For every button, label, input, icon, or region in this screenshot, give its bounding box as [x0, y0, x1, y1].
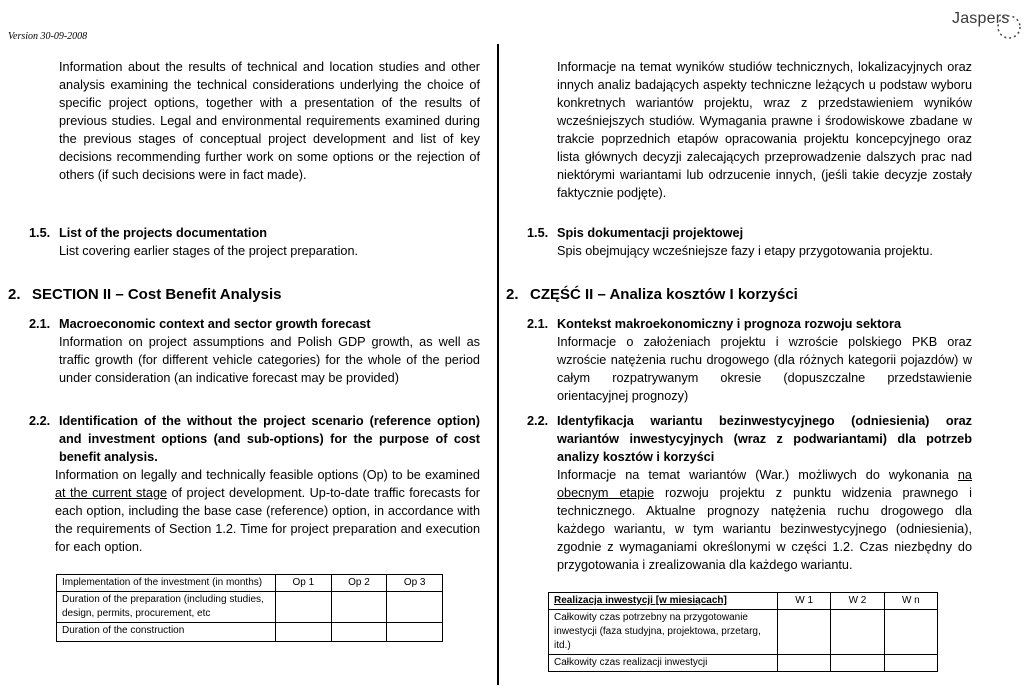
- table-cell: Duration of the preparation (including studies, design, permits, procurement, etc: [57, 592, 276, 623]
- stars-icon: [996, 12, 1022, 42]
- en-s22-text: [55, 466, 480, 556]
- pl-s22-title-block: [557, 412, 972, 466]
- column-divider: [497, 44, 499, 685]
- en-s21-title: Macroeconomic context and sector growth forecast: [59, 317, 371, 331]
- table-row: [57, 623, 443, 642]
- table-row: [549, 610, 938, 655]
- en-s21-text: Information on project assumptions and Polish GDP growth, as well as traffic growth (for different vehicle categories) for the whole of the period under consideration (an indicative forecast may be provided): [59, 335, 480, 385]
- en-s22-title-block: [59, 412, 480, 466]
- table-cell: Całkowity czas realizacji inwestycji: [549, 655, 778, 672]
- pl-duration-table: [548, 592, 938, 672]
- pl-s15-number: 1.5.: [527, 226, 549, 240]
- table-cell: [884, 610, 937, 655]
- pl-s22-title: Identyfikacja wariantu bezinwestycyjnego (odniesienia) oraz wariantów inwestycyjnych (wraz z podwariantami) dla potrzeb analizy kosztów i korzyści: [557, 414, 972, 464]
- table-cell: Duration of the construction: [57, 623, 276, 642]
- en-s22-text-b: of project development. Up-to-date traffic forecasts for each option, including the base case (reference) option, in accordance with the requirements of Section 1.2. Time for project preparation and execution for each option.: [55, 486, 480, 554]
- table-row: [57, 592, 443, 623]
- table-cell: [276, 592, 332, 623]
- table-cell: [276, 623, 332, 642]
- table-cell: [387, 592, 443, 623]
- table-row: [549, 655, 938, 672]
- pl-s21-title: Kontekst makroekonomiczny i prognoza rozwoju sektora: [557, 317, 902, 331]
- table-row: [549, 593, 938, 610]
- table-cell: [778, 655, 831, 672]
- en-s15-number: 1.5.: [29, 226, 51, 240]
- en-intro-text: Information about the results of technical and location studies and other analysis examining the technical considerations underlying the choice of specific project options, together with a presentation of the results of previous studies. Legal and environmental requirements examined during the previous stages of conceptual project development and list of key decisions recommending further work on some options or the rejection of others (if such decisions were in fact made).: [59, 60, 480, 182]
- table-cell: [831, 655, 884, 672]
- table-header-cell: W n: [884, 593, 937, 610]
- en-s22-title: Identification of the without the project scenario (reference option) and investment options (and sub-options) for the purpose of cost benefit analysis.: [59, 414, 480, 464]
- table-cell: Całkowity czas potrzebny na przygotowanie inwestycji (faza studyjna, projektowa, przetarg, itd.): [549, 610, 778, 655]
- en-s2-number: 2.: [8, 286, 21, 303]
- pl-s22-text-a: Informacje na temat wariantów (War.) możliwych do wykonania: [557, 468, 949, 482]
- table-header-cell: Implementation of the investment (in months): [57, 575, 276, 592]
- en-s15-text: List covering earlier stages of the project preparation.: [59, 244, 359, 258]
- table-header-cell: W 2: [831, 593, 884, 610]
- table-cell: [778, 610, 831, 655]
- pl-s2-title: CZĘŚĆ II – Analiza kosztów I korzyści: [530, 286, 798, 303]
- table-header-cell: Realizacja inwestycji [w miesiącach]: [549, 593, 778, 610]
- pl-s2-number: 2.: [506, 286, 519, 303]
- table-header-cell: W 1: [778, 593, 831, 610]
- table-header-cell: Op 1: [276, 575, 332, 592]
- en-s22-text-a: Information on legally and technically feasible options (Op) to be examined: [55, 468, 480, 482]
- en-s22-text-underlined: at the current stage: [55, 486, 168, 500]
- table-cell: [831, 610, 884, 655]
- table-row: [57, 575, 443, 592]
- table-cell: [331, 623, 387, 642]
- pl-s22-text: [557, 466, 972, 574]
- pl-intro-text: Informacje na temat wyników studiów technicznych, lokalizacyjnych oraz innych analiz badających aspekty techniczne leżących u podstaw wyboru konkretnych wariantów projektu, wraz z przedstawieniem wyników wcześniejszych studiów. Wymagania prawne i środowiskowe zbadane w trakcie poprzednich etapów opracowania projektu koncepcyjnego oraz lista głównych decyzji zalecających przeprowadzenie dalszych prac nad niektórymi wariantami lub odrzucenie innych, (jeśli takie decyzje zostały faktycznie podjęte).: [557, 60, 972, 200]
- pl-s22-number: 2.2.: [527, 414, 549, 428]
- en-duration-table: [56, 574, 443, 642]
- pl-s22-text-b: rozwoju projektu z punktu widzenia prawnego i technicznego. Aktualne prognozy natężenia ruchu drogowego dla każdego wariantu, w tym wariantu bezinwestycyjnego (odniesienia), zgodnie z wymaganiami określonymi w części 1.2. Czas niezbędny do przygotowania i zrealizowania dla każdego wariantu.: [557, 486, 973, 572]
- table-header-cell: Op 2: [331, 575, 387, 592]
- pl-s21-text: Informacje o założeniach projektu i wzroście polskiego PKB oraz wzroście natężenia ruchu drogowego (dla różnych kategorii pojazdów) w całym rozpatrywanym okresie (dopuszczalne przedstawienie orientacyjnej prognozy): [557, 335, 972, 403]
- table-cell: [884, 655, 937, 672]
- pl-s21-number: 2.1.: [527, 317, 549, 331]
- pl-s22-body: [557, 466, 972, 574]
- pl-intro: [557, 58, 972, 202]
- table-header-cell: Op 3: [387, 575, 443, 592]
- version-label: Version 30-09-2008: [8, 31, 88, 42]
- en-s21-number: 2.1.: [29, 317, 51, 331]
- en-s15-title: List of the projects documentation: [59, 226, 267, 240]
- jaspers-logo: [950, 8, 1024, 42]
- table-cell: [331, 592, 387, 623]
- en-intro: [59, 58, 480, 184]
- en-s22-number: 2.2.: [29, 414, 51, 428]
- en-s2-title: SECTION II – Cost Benefit Analysis: [32, 286, 282, 303]
- pl-s21-block: [557, 315, 972, 405]
- en-s21-block: [59, 315, 480, 387]
- pl-s22-text-underlined: na obecnym etapie: [557, 468, 972, 500]
- pl-s15-title: Spis dokumentacji projektowej: [557, 226, 744, 240]
- pl-s15-text: Spis obejmujący wcześniejsze fazy i etapy przygotowania projektu.: [557, 244, 933, 258]
- en-s22-body: [55, 466, 480, 556]
- logo-wordmark: Jaspers: [952, 10, 1010, 27]
- table-cell: [387, 623, 443, 642]
